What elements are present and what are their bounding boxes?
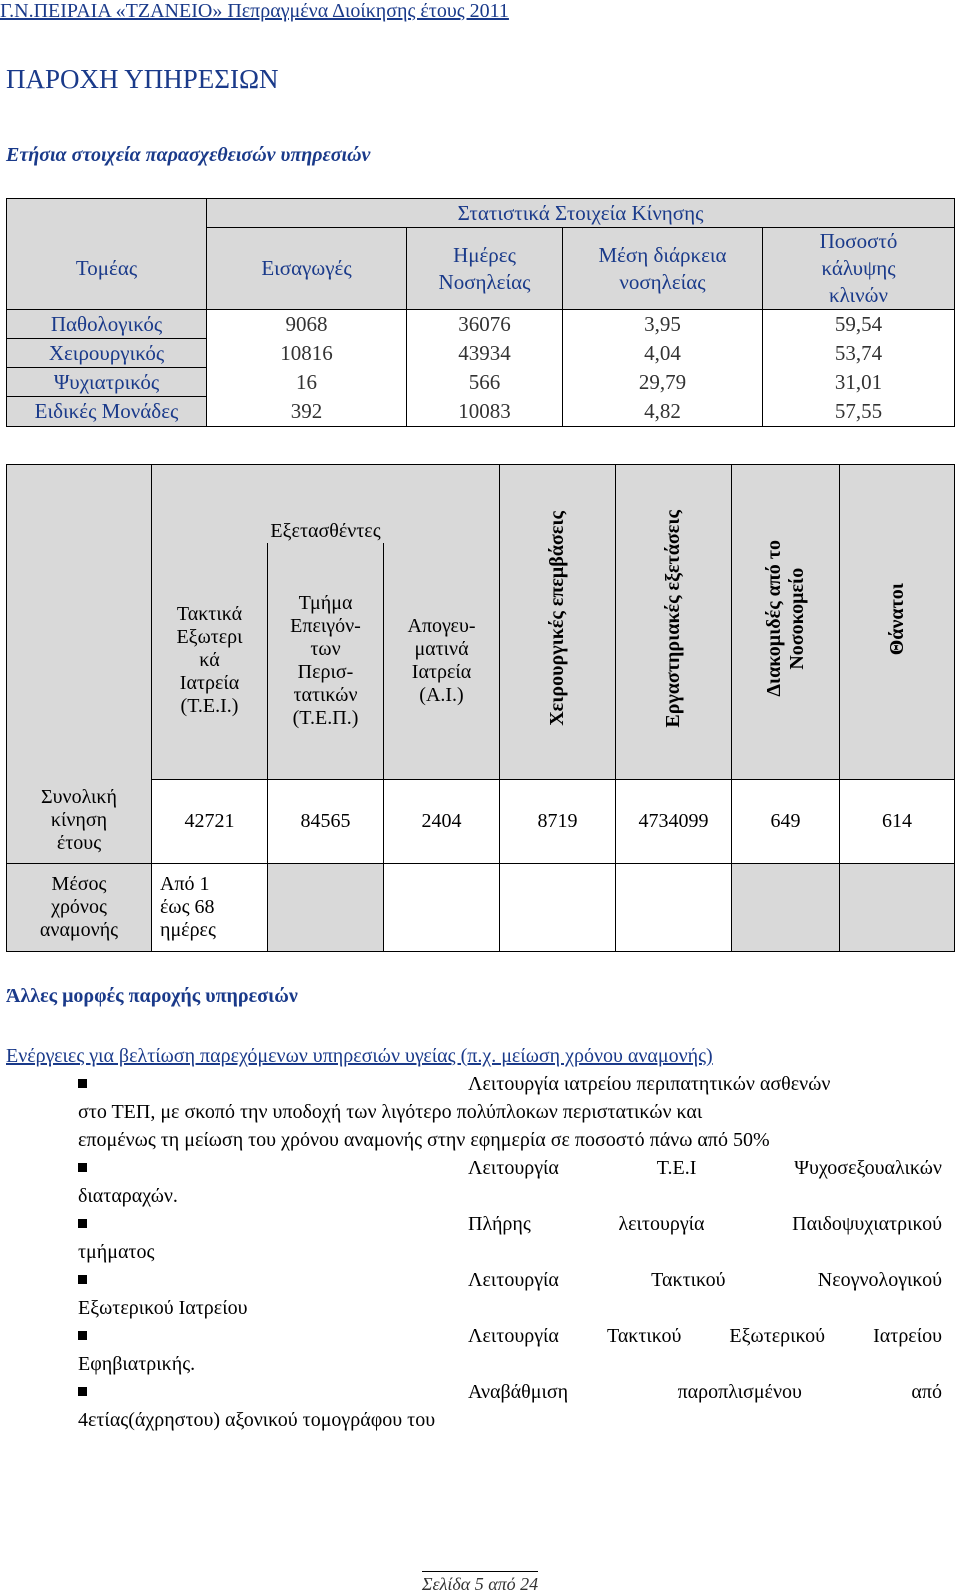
- table-corner-cell: [7, 199, 207, 228]
- bullet-icon: [78, 1387, 87, 1396]
- table-row: [7, 779, 955, 863]
- section-subtitle: Ετήσια στοιχεία παρασχεθεισών υπηρεσιών: [6, 144, 371, 166]
- cell-transfers: 649: [732, 779, 840, 863]
- row-sector: Ειδικές Μονάδες: [7, 397, 207, 427]
- bullet-icon: [78, 1275, 87, 1284]
- cell-outpatient: 42721: [152, 779, 268, 863]
- empty-cell: [384, 863, 500, 951]
- col-header-deaths: Θάνατοι: [840, 465, 955, 780]
- cell-days: 566: [407, 368, 563, 397]
- table-row: [7, 863, 955, 951]
- cell-occupancy: 53,74: [763, 339, 955, 368]
- col-header-days: Ημέρες Νοσηλείας: [407, 228, 563, 310]
- row-sector: Χειρουργικός: [7, 339, 207, 368]
- list-item: Λειτουργία Τακτικού Νεογνολογικού Εξωτερικού Ιατρείου: [78, 1269, 942, 1319]
- col-header-emergency: Τμήμα Επειγόν- των Περισ- τατικών (Τ.Ε.Π.): [268, 543, 384, 779]
- document-header: Γ.Ν.ΠΕΙΡΑΙΑ «ΤΖΑΝΕΙΟ» Πεπραγμένα Διοίκησης έτους 2011: [0, 0, 509, 22]
- actions-title: Ενέργειες για βελτίωση παρεχόμενων υπηρεσιών υγείας (π.χ. μείωση χρόνου αναμονής): [6, 1045, 713, 1067]
- col-header-lab-tests: Εργαστηριακές εξετάσεις: [616, 465, 732, 780]
- cell-occupancy: 31,01: [763, 368, 955, 397]
- col-header-surgeries: Χειρουργικές επεμβάσεις: [500, 465, 616, 780]
- row-sector: Παθολογικός: [7, 310, 207, 339]
- col-header-outpatient: Τακτικά Εξωτερι κά Ιατρεία (Τ.Ε.Ι.): [152, 543, 268, 779]
- table-row: [7, 339, 955, 368]
- bullet-icon: [78, 1219, 87, 1228]
- bullet-icon: [78, 1079, 87, 1088]
- cell-days: 36076: [407, 310, 563, 339]
- cell-waiting-time: Από 1 έως 68 ημέρες: [152, 863, 268, 951]
- empty-cell: [500, 863, 616, 951]
- row-label-waiting: Μέσος χρόνος αναμονής: [7, 863, 152, 951]
- cell-admissions: 16: [207, 368, 407, 397]
- cell-days: 10083: [407, 397, 563, 427]
- col-header-transfers: Διακομιδές από το Νοσοκομείο: [732, 465, 840, 780]
- col-header-admissions: Εισαγωγές: [207, 228, 407, 310]
- empty-cell: [840, 863, 955, 951]
- list-item: Αναβάθμιση παροπλισμένου από 4ετίας(άχρηστου) αξονικού τομογράφου του: [78, 1381, 942, 1431]
- cell-deaths: 614: [840, 779, 955, 863]
- cell-admissions: 9068: [207, 310, 407, 339]
- activity-table: [6, 464, 955, 952]
- cell-avg: 4,04: [563, 339, 763, 368]
- cell-admissions: 392: [207, 397, 407, 427]
- col-header-afternoon-clinics: Απογευ- ματινά Ιατρεία (Α.Ι.): [384, 543, 500, 779]
- empty-cell: [616, 863, 732, 951]
- col-header-avg-duration: Μέση διάρκεια νοσηλείας: [563, 228, 763, 310]
- statistics-table: [6, 198, 955, 427]
- list-item: Λειτουργία ιατρείου περιπατητικών ασθενών στο ΤΕΠ, με σκοπό την υποδοχή των λιγότερο πολύπλοκων περιστατικών και επομένως τη μείωση του χρόνου αναμονής στην εφημερία σε ποσοστό πάνω από 50%: [78, 1073, 831, 1151]
- cell-days: 43934: [407, 339, 563, 368]
- empty-cell: [268, 863, 384, 951]
- empty-cell: [732, 863, 840, 951]
- section-title: ΠΑΡΟΧΗ ΥΠΗΡΕΣΙΩΝ: [6, 64, 279, 94]
- cell-emergency: 84565: [268, 779, 384, 863]
- other-services-title: Άλλες μορφές παροχής υπηρεσιών: [6, 985, 298, 1007]
- cell-lab-tests: 4734099: [616, 779, 732, 863]
- list-item: Λειτουργία Τακτικού Εξωτερικού Ιατρείου Εφηβιατρικής.: [78, 1325, 942, 1375]
- cell-avg: 4,82: [563, 397, 763, 427]
- actions-list: [78, 1070, 942, 1434]
- table-row: [7, 397, 955, 427]
- group-header: Στατιστικά Στοιχεία Κίνησης: [207, 199, 955, 228]
- cell-surgeries: 8719: [500, 779, 616, 863]
- bullet-icon: [78, 1163, 87, 1172]
- cell-occupancy: 57,55: [763, 397, 955, 427]
- list-item: Πλήρης λειτουργία Παιδοψυχιατρικού τμήματος: [78, 1213, 942, 1263]
- table-corner-cell: [7, 465, 152, 780]
- row-label-total: Συνολική κίνηση έτους: [7, 779, 152, 863]
- examined-header: Εξετασθέντες: [152, 465, 500, 543]
- row-sector: Ψυχιατρικός: [7, 368, 207, 397]
- cell-occupancy: 59,54: [763, 310, 955, 339]
- bullet-icon: [78, 1331, 87, 1340]
- page-footer: Σελίδα 5 από 24: [0, 1571, 960, 1595]
- list-item: Λειτουργία Τ.Ε.Ι Ψυχοσεξουαλικών διαταραχών.: [78, 1157, 942, 1207]
- cell-avg: 29,79: [563, 368, 763, 397]
- table-row: [7, 310, 955, 339]
- col-header-sector: Τομέας: [7, 228, 207, 310]
- cell-admissions: 10816: [207, 339, 407, 368]
- cell-afternoon-clinics: 2404: [384, 779, 500, 863]
- col-header-occupancy: Ποσοστό κάλυψης κλινών: [763, 228, 955, 310]
- table-row: [7, 368, 955, 397]
- cell-avg: 3,95: [563, 310, 763, 339]
